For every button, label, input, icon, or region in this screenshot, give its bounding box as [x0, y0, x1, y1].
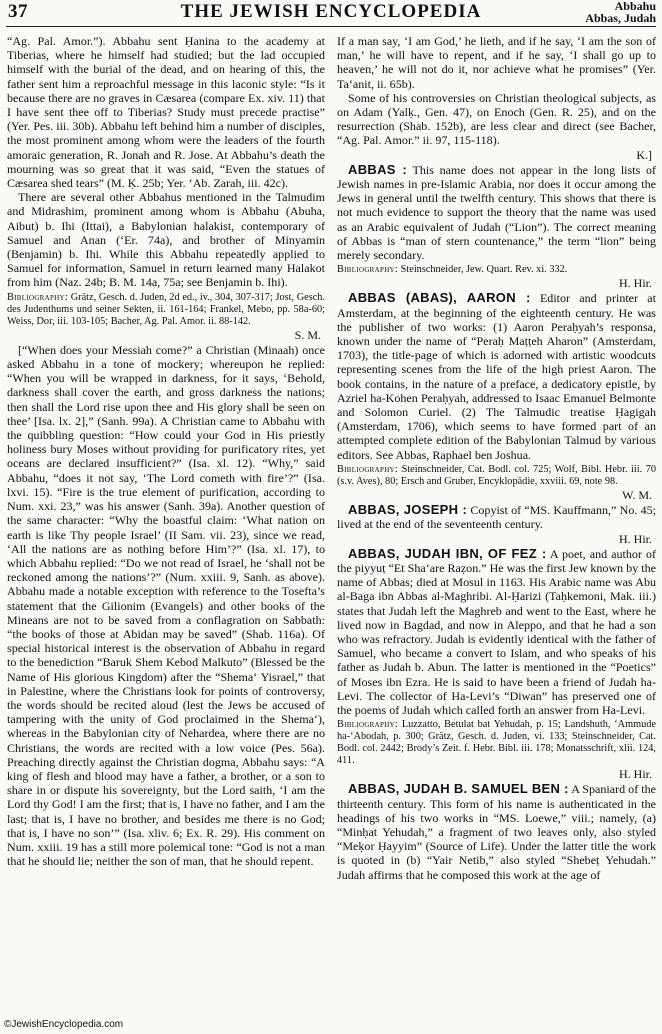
entry-abbas-judah-samuel	[337, 782, 656, 881]
bibliography-label: Bibliography:	[337, 264, 399, 276]
bibliography-label: Bibliography:	[337, 719, 399, 731]
paragraph: “Ag. Pal. Amor.”). Abbahu sent Ḥanina to the academy at Tiberias, where he himself had studied; but the lad occupied himself with the burial of the dead, and on hearing of this, the father sent him a reproachful message in this laconic style: “Is it because there are no graves in Cæsarea (compare Ex. xiv. 11) that I have sent thee off to Tiberias? Study must precede practise” (Yer. Pes. iii. 30b). Abbahu left behind him a number of disciples, the most prominent among whom were the leaders of the fourth amoraic generation, R. Jonah and R. Jose. At Abbahu’s death the mourning was so great that it was said, “Even the statues of Cæsarea shed tears” (M. Ḳ. 25b; Yer. ‘Ab. Zarah, iii. 42c).	[7, 34, 325, 191]
running-head-last: Abbas, Judah	[585, 11, 656, 25]
copyright-footer: ©JewishEncyclopedia.com	[4, 1019, 124, 1030]
page-header	[0, 0, 662, 24]
bibliography	[337, 264, 656, 276]
paragraph: If a man say, ‘I am God,’ he lieth, and if he say, ‘I am the son of man,’ he will have to repent, and if he say, ‘I shall go up to heaven,’ he will not do it, nor achieve what he promises” (Yer. Ta‘anit, ii. 65b).	[337, 34, 656, 91]
entry-text: Copyist of “MS. Kauffmann,” No. 45; lived at the end of the seventeenth century.	[337, 503, 657, 532]
author-signature: W. M.	[622, 487, 652, 502]
right-column	[337, 34, 656, 882]
bibliography	[7, 292, 325, 328]
bibliography-label: Bibliography:	[337, 463, 399, 475]
entry-heading: ABBAS, JOSEPH :	[348, 502, 468, 518]
author-signature: S. M.	[294, 327, 321, 342]
entry-abbas	[337, 163, 656, 262]
entry-heading: ABBAS :	[348, 161, 407, 177]
entry-text: A poet, and author of the piyyuṭ “Et Sha‘are Raẓon.” He was the first Jew known by the name of Abbas; died at Mosul in 1163. His Arabic name was Abu al-Baga ibn Abbas al-Maghribi. Al-Ḥarizi (Taḥkemoni, Mak. iii.) states that Judah left the Maghreb and went to the East, where he lived now in Bagdad, and now in Aleppo, and that he had a son who was refractory. Judah is evidently identical with the father of Samuel, who became a convert to Islam, and who speaks of his father as Judah b. Abun. The latter is mentioned in the “Poetics” of Moses ibn Ezra. He is said to have been a friend of Judah ha-Levi. The collector of Ha-Levi’s “Diwan” has preserved one of the poems of Judah which called forth an answer from Ha-Levi.	[337, 546, 656, 717]
entry-abbas-judah-fez	[337, 547, 656, 717]
bibliography-text: Luzzatto, Betulat bat Yehudah, p. 15; Landshuth, ‘Ammude ha-‘Abodah, p. 300; Grätz, Gesch. d. Juden, vi. 133; Steinschneider, Cat. Bodl. col. 2442; Brody’s Zeit. f. Hebr. Bibl. iii. 178; Monatsschrift, xlii. 124, 411.	[337, 719, 656, 767]
bibliography	[337, 719, 656, 767]
paragraph: [“When does your Messiah come?” a Christian (Minaah) once asked Abbahu in a tone of mockery; whereupon he replied: “When you will be wrapped in darkness, for it says, ‘Behold, darkness shall cover the earth, and gross darkness the nations; then shall the Lord rise upon thee and His glory shall be seen on thee’ [Isa. lx. 2],” (Sanh. 99a). A Christian came to Abbahu with the quibbling question: “How could your God in His priestly holiness bury Moses without providing for purificatory rites, yet oceans are declared insufficient?” (Isa. xl. 12). “Why,” said Abbahu, “does it not say, ‘The Lord cometh with fire’?” (Isa. lxvi. 15). “Fire is the true element of purification, according to Num. xxi. 23,” was his answer (Sanh. 39a). Another question of the same character: “Why the boastful claim: ‘What nation on earth is like Thy people Israel’ (II Sam. vii. 23), since we read, ‘All the nations are as nothing before Him’?” (Isa. xl. 17), to which Abbahu replied: “Do we not read of Israel, he ‘shall not be reckoned among the nations’?” (Num. xxiii. 9, Sanh. as above). Abbahu made a notable exception with reference to the Tosefta’s statement that the Gilionim (Evangels) and other books of the Mineans are not to be saved from a conflagration on Sabbath: “the books of those at Abidan may be saved” (Shab. 116a). Of special historical interest is the observation of Abbahu in regard to the benediction “Baruk Shem Kebod Malkuto” (Blessed be the Name of His glorious Kingdom) after the “Shema‘ Yisrael,” that in Palestine, where the Christians look for points of controversy, the words should be recited aloud (lest the Jews be accused of tampering with the unity of God proclaimed in the Shema‘), whereas in the Babylonian city of Nehardea, where there are no Christians, the words are recited with a low voice (Pes. 56a). Preaching directly against the Christian dogma, Abbahu says: “A king of flesh and blood may have a father, a brother, or a son to share in or dispute his sovereignty, but the Lord saith, ‘I am the Lord thy God! I am the first; that is, I have no father, and I am the last; that is, I have no brother, and besides me there is no God; that is, I have no son’” (Isa. xliv. 6; Ex. R. 29). His comment on Num. xxiii. 19 has a still more polemical tone: “God is not a man that he should lie; neither the son of man, that he should repent.	[7, 342, 325, 869]
bibliography	[337, 464, 656, 488]
paragraph: Some of his controversies on Christian theological subjects, as on Adam (Yalḳ., Gen. 47), on Enoch (Gen. R. 25), and on the resurrection (Shab. 152b), are less clear and direct (see Bacher, “Ag. Pal. Amor.” ii. 97, 115-118).	[337, 90, 656, 148]
author-signature: K.]	[636, 147, 652, 162]
bibliography-text: Steinschneider, Jew. Quart. Rev. xi. 332.	[400, 264, 568, 276]
entry-abbas-joseph	[337, 503, 656, 531]
author-signature: H. Hir.	[619, 767, 652, 782]
left-column	[7, 34, 325, 868]
entry-text: A Spaniard of the thirteenth century. This form of his name is authenticated in the headings of his two works in “MS. Loewe,” viii.; namely, (a) “Minḥat Yehudah,” a fragment of two leaves only, also styled “Meḳor Ḥayyim” (Source of Life). Under the latter title the work is quoted in (b) “Yair Netib,” also styled “Shebeṭ Yehudah.” Judah affirms that he composed this work at the age of	[337, 782, 656, 882]
header-rule	[6, 26, 656, 27]
page-title: THE JEWISH ENCYCLOPEDIA	[180, 1, 482, 22]
entry-abbas-aaron	[337, 291, 656, 461]
page-number: 37	[8, 1, 28, 22]
bibliography-text: Grätz, Gesch. d. Juden, 2d ed., iv., 304, 307-317; Jost, Gesch. des Judenthums und seiner Sekten, ii. 161-164; Frankel, Mebo, pp. 58a-60; Weiss, Dor, iii. 103-105; Bacher, Ag. Pal. Amor. ii. 88-142.	[7, 291, 325, 327]
bibliography-text: Steinschneider, Cat. Bodl. col. 725; Wolf, Bibl. Hebr. iii. 70 (s.v. Aves), 80; Ersch and Gruber, Encyklopädie, xxviii. 69, note 98.	[337, 463, 656, 487]
running-head	[585, 0, 656, 24]
author-signature: H. Hir.	[619, 276, 652, 291]
bibliography-label: Bibliography:	[7, 291, 69, 303]
running-head-first: Abbahu	[614, 0, 656, 13]
entry-text: Editor and printer at Amsterdam, at the beginning of the eighteenth century. He was the publisher of two works: (1) Aaron Peraḥyah’s responsa, known under the name of “Peraḥ Maṭṭeh Aharon” (Amsterdam, 1703), the title-page of which is adorned with artistic woodcuts representing scenes from the life of the high priest Aaron. The book contains, in the nature of a preface, a dedicatory epistle, by Azriel ha-Kohen Peraḥyah, addressed to Isaac Emanuel Belmonte and Solomon Curiel. (2) The Talmudic treatise Ḥagigah (Amsterdam, 1706), which seems to have formed part of an attempted complete edition of the Babylonian Talmud by various editors. See Abbas, Raphael ben Joshua.	[337, 291, 656, 462]
paragraph: There are several other Abbahus mentioned in the Talmudim and Midrashim, prominent among whom is Abbahu (Abuha, Aibut) b. Ihi (Ittai), a Babylonian halakist, contemporary of Samuel and Anan (‘Er. 74a), and brother of Minyamin (Benjamin) b. Ihi. While this Abbahu repeatedly applied to Samuel for information, Samuel in return learned many Halakot from him (Naz. 24b; B. M. 14a, 75a; see Benjamin b. Ihi).	[7, 190, 325, 290]
entry-text: This name does not appear in the long lists of Jewish names in pre-Islamic Arabia, nor does it occur among the Jews in general until the twelfth century. This shows that there is not much evidence to support the theory that the name was used as an Arabic equivalent of Judah (“Lion”). The correct meaning of Abbas is “man of stern countenance,” the term “lion” being merely secondary.	[337, 162, 657, 263]
entry-heading: ABBAS (ABAS), AARON :	[348, 290, 531, 306]
entry-heading: ABBAS, JUDAH IBN, OF FEZ :	[348, 545, 547, 561]
author-signature: H. Hir.	[619, 531, 652, 546]
entry-heading: ABBAS, JUDAH B. SAMUEL BEN :	[348, 781, 569, 797]
